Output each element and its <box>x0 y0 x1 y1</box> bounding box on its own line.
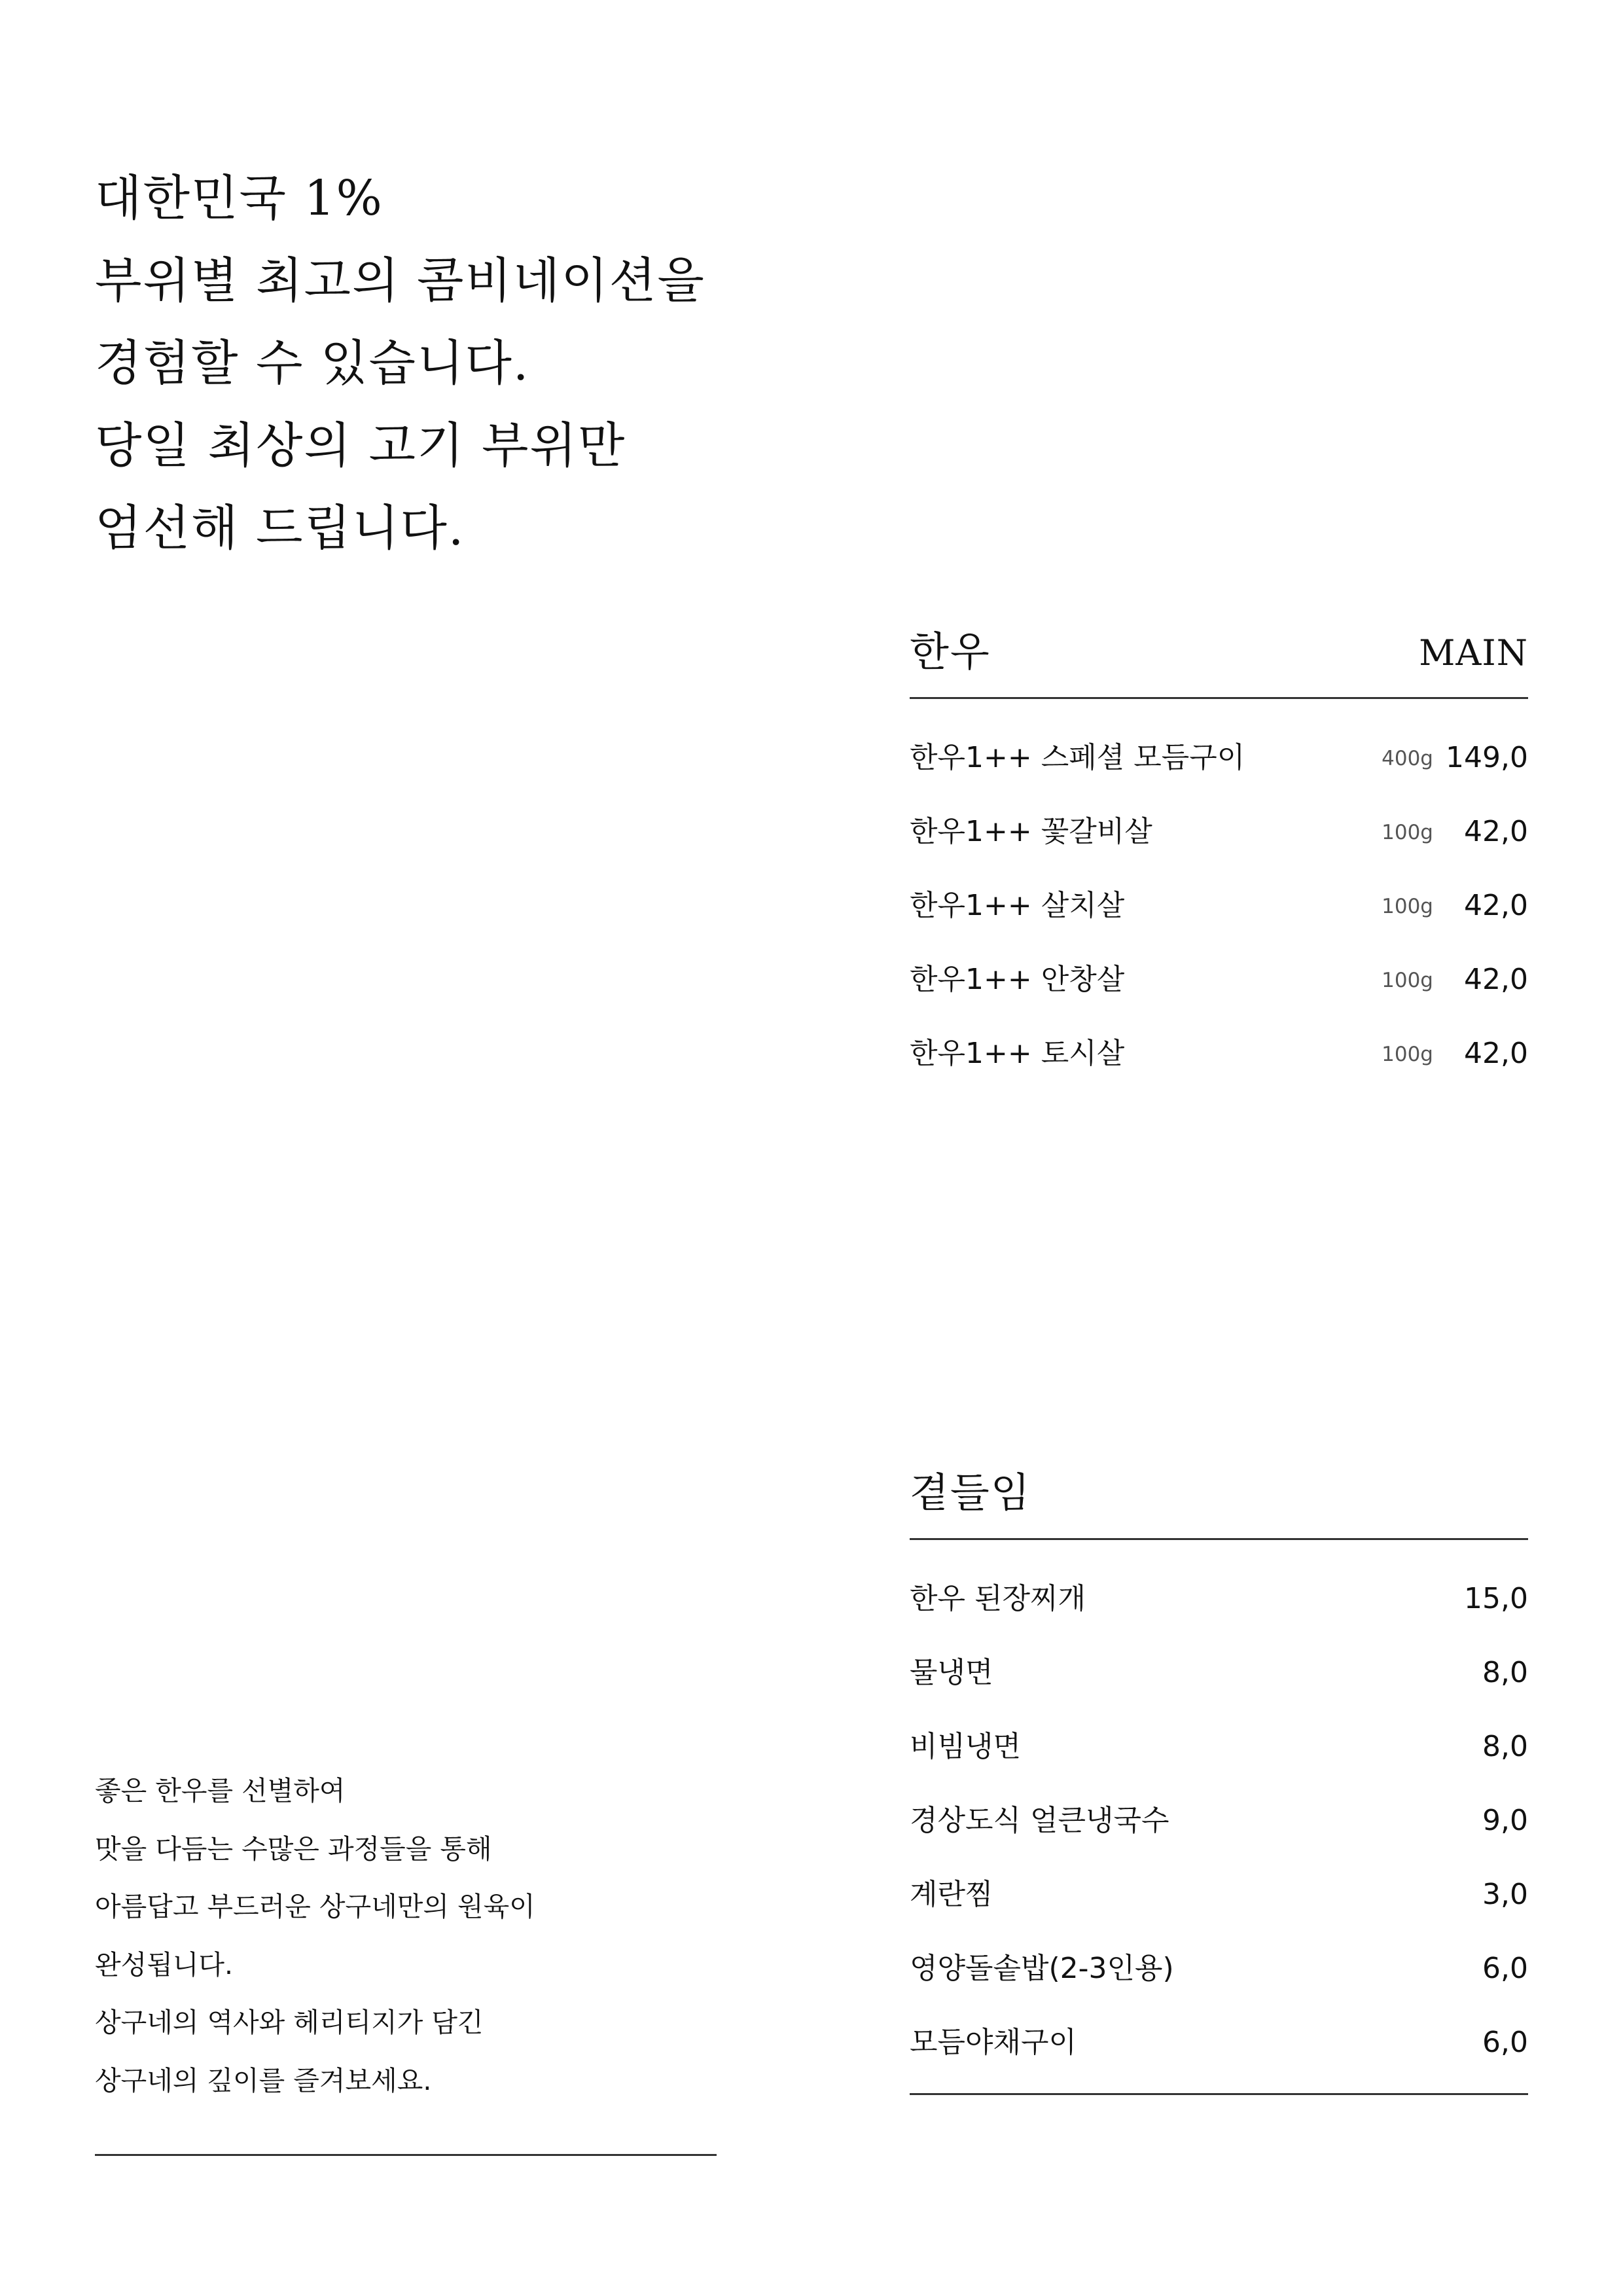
story-line: 아름답고 부드러운 상구네만의 원육이 <box>95 1891 535 1922</box>
sides-menu-title: 곁들임 <box>910 1469 1031 1516</box>
menu-item <box>910 1861 1528 1935</box>
menu-item <box>910 724 1528 798</box>
menu-item-price: 6,0 <box>1482 1952 1528 1985</box>
intro-line: 엄선해 드립니다. <box>95 500 465 556</box>
menu-item <box>910 946 1528 1020</box>
menu-item-price: 15,0 <box>1464 1582 1528 1615</box>
menu-item <box>910 2009 1528 2083</box>
menu-item <box>910 798 1528 872</box>
menu-item-name: 모듬야채구이 <box>910 2026 1077 2059</box>
sides-menu-divider <box>910 2093 1528 2095</box>
menu-item-name: 한우1++ 스페셜 모듬구이 <box>910 741 1245 774</box>
intro-line: 부위별 최고의 콤비네이션을 <box>95 253 705 309</box>
menu-item-weight: 100g <box>1382 895 1433 918</box>
story-line: 맛을 다듬는 수많은 과정들을 통해 <box>95 1833 492 1865</box>
sides-menu-list <box>910 1540 1528 2083</box>
story-line: 완성됩니다. <box>95 1948 234 1981</box>
main-menu-list <box>910 699 1528 1094</box>
menu-item <box>910 1020 1528 1094</box>
main-menu-title: 한우 <box>910 628 991 675</box>
menu-item-price: 42,0 <box>1464 815 1528 848</box>
menu-item-weight: 100g <box>1382 1043 1433 1066</box>
story-text <box>95 1762 717 2109</box>
menu-item <box>910 1639 1528 1713</box>
menu-item-price: 42,0 <box>1464 889 1528 922</box>
story-line: 상구네의 깊이를 즐겨보세요. <box>95 2064 432 2096</box>
story-line: 좋은 한우를 선별하여 <box>95 1775 346 1806</box>
menu-item-price: 8,0 <box>1482 1730 1528 1763</box>
main-menu-section <box>910 612 1528 1094</box>
intro-text <box>95 157 815 569</box>
sides-menu-section <box>910 1453 1528 2095</box>
menu-item-name: 경상도식 얼큰냉국수 <box>910 1804 1169 1837</box>
menu-item-name: 한우1++ 안창살 <box>910 963 1125 996</box>
menu-item <box>910 1787 1528 1861</box>
menu-item-price: 9,0 <box>1482 1804 1528 1837</box>
menu-item-price: 149,0 <box>1446 741 1528 774</box>
sides-menu-header <box>910 1453 1528 1540</box>
intro-line: 당일 최상의 고기 부위만 <box>95 418 626 474</box>
menu-item-name: 한우1++ 토시살 <box>910 1037 1125 1070</box>
menu-item-name: 물냉면 <box>910 1656 993 1689</box>
menu-item-name: 계란찜 <box>910 1878 993 1911</box>
menu-item <box>910 1935 1528 2009</box>
menu-item-name: 한우1++ 꽃갈비살 <box>910 815 1152 848</box>
menu-item-weight: 100g <box>1382 969 1433 992</box>
menu-item-price: 3,0 <box>1482 1878 1528 1911</box>
main-menu-header <box>910 612 1528 699</box>
menu-item-price: 42,0 <box>1464 1037 1528 1070</box>
menu-item-weight: 100g <box>1382 821 1433 844</box>
menu-item <box>910 1713 1528 1787</box>
intro-line: 경험할 수 있습니다. <box>95 335 530 391</box>
menu-item-name: 비빔냉면 <box>910 1730 1022 1763</box>
menu-item-price: 6,0 <box>1482 2026 1528 2059</box>
menu-item <box>910 1565 1528 1639</box>
menu-item-price: 8,0 <box>1482 1656 1528 1689</box>
menu-item-name: 영양돌솥밥(2-3인용) <box>910 1952 1174 1985</box>
menu-item-price: 42,0 <box>1464 963 1528 996</box>
menu-item <box>910 872 1528 946</box>
menu-item-name: 한우 된장찌개 <box>910 1582 1086 1615</box>
main-menu-tag: MAIN <box>1419 632 1528 673</box>
story-divider <box>95 2154 717 2156</box>
story-line: 상구네의 역사와 헤리티지가 담긴 <box>95 2007 484 2038</box>
menu-item-name: 한우1++ 살치살 <box>910 889 1125 922</box>
intro-line: 대한민국 1% <box>95 170 383 226</box>
menu-item-weight: 400g <box>1382 747 1433 770</box>
